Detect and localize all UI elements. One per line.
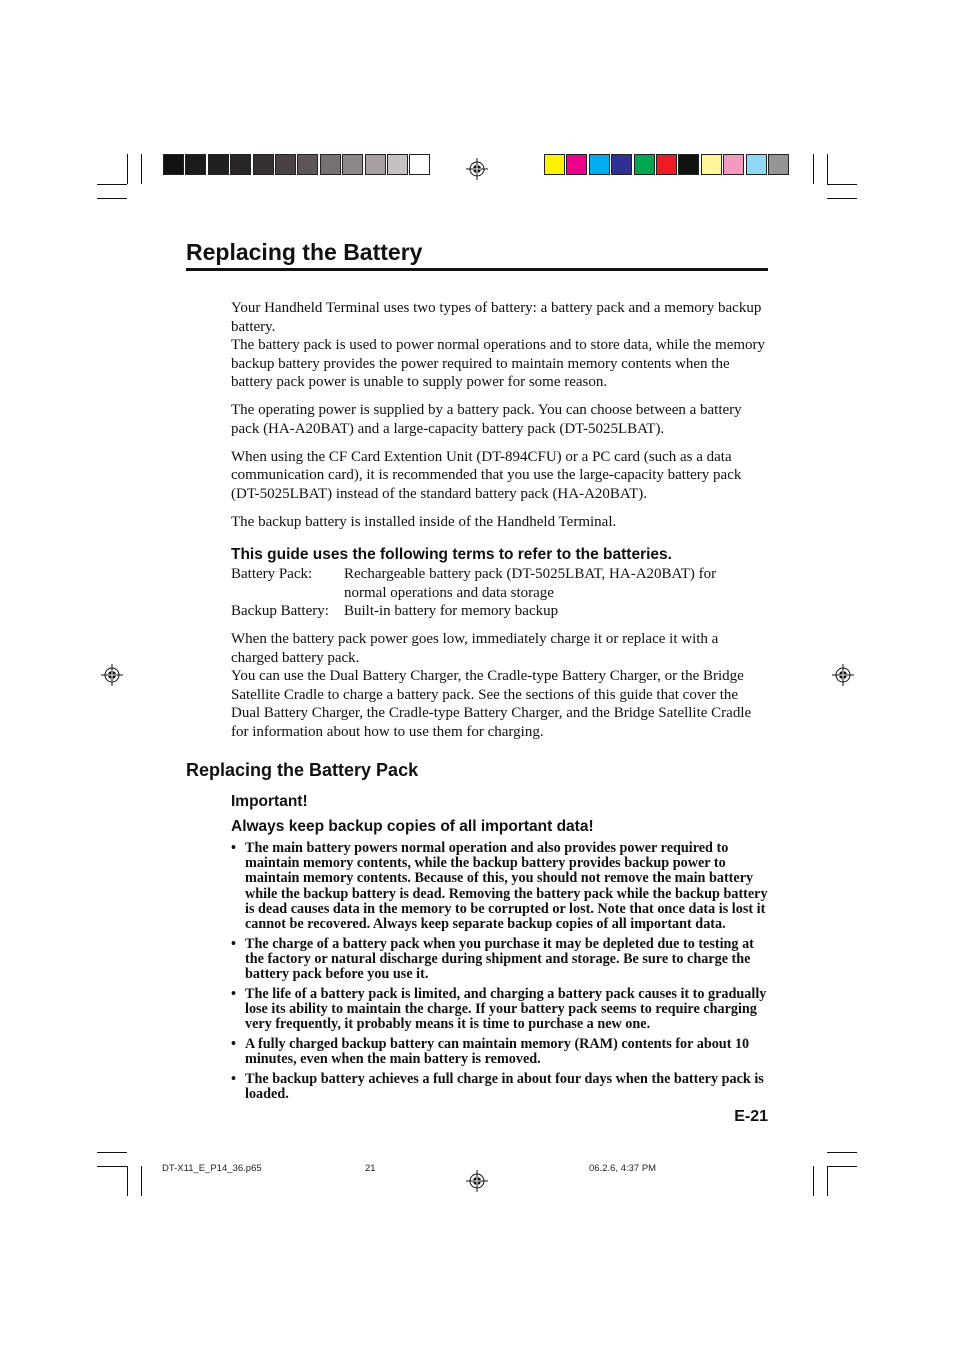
list-item-text: The main battery powers normal operation and also provides power required to maintain memory contents, while the backup battery provides backup power to maintain memory contents. Because of this, you should not remove the main battery while the backup battery is dead. Removing the battery pack while the backup battery is dead causes data in the memory to be corrupted or lost. Note that once data is lost it cannot be recovered. Always keep separate backup copies of all important data. [245,840,768,933]
term-label: Battery Pack: [231,566,313,582]
list-item [231,1072,765,1102]
grayscale-swatch [297,154,318,175]
list-item [231,937,771,983]
color-swatch [544,154,565,175]
grayscale-swatch [275,154,296,175]
term-row [231,602,768,621]
term-definition: Built-in battery for memory backup [344,603,559,619]
important-notes-list [231,841,771,1107]
footer-sheet-number: 21 [365,1163,376,1174]
terms-table [231,565,768,621]
list-item [231,841,771,932]
list-item-text: A fully charged backup battery can maintain memory (RAM) contents for about 10 minutes, even when the main battery is removed. [245,1035,750,1068]
grayscale-swatch [208,154,229,175]
title-underline [186,268,768,271]
list-item-text: The life of a battery pack is limited, and charging a battery pack causes it to gradually lose its ability to maintain the charge. If your battery pack seems to require charging very frequently, it probably means it is time to purchase a new one. [245,985,767,1033]
list-item-text: The backup battery achieves a full charge in about four days when the battery pack is loaded. [245,1070,764,1103]
term-definition: Rechargeable battery pack (DT-5025LBAT, HA-A20BAT) for normal operations and data storage [344,566,717,601]
grayscale-swatch [342,154,363,175]
registration-mark-icon [466,158,488,180]
important-label: Important! [231,793,308,810]
list-item-text: The charge of a battery pack when you purchase it may be depleted due to testing at the factory or natural discharge during shipment and storage. Be sure to charge the battery pack before you use it. [245,935,754,983]
grayscale-swatch [230,154,251,175]
color-swatch [566,154,587,175]
registration-mark-icon [832,664,854,686]
color-swatch [611,154,632,175]
section-title: Replacing the Battery Pack [186,760,419,780]
bullet-icon: • [231,985,236,1002]
color-swatch [634,154,655,175]
term-row [231,565,768,602]
color-swatch [701,154,722,175]
intro-paragraph: The backup battery is installed inside of the Handheld Terminal. [231,513,617,530]
grayscale-swatch [253,154,274,175]
grayscale-swatch [320,154,341,175]
grayscale-swatch [387,154,408,175]
color-swatch [723,154,744,175]
grayscale-swatch [163,154,184,175]
important-heading: Always keep backup copies of all important data! [231,818,594,835]
list-item [231,987,771,1033]
intro-paragraph: The operating power is supplied by a battery pack. You can choose between a battery pack (HA-A20BAT) and a large-capacity battery pack (DT-5025LBAT). [231,402,742,437]
page-title: Replacing the Battery [186,239,423,265]
charging-paragraph: When the battery pack power goes low, immediately charge it or replace it with a charged battery pack. You can use the Dual Battery Charger, the Cradle-type Battery Charger, or the Bridge Satellite Cradle to charge a battery pack. See the sections of this guide that cover the Dual Battery Charger, the Cradle-type Battery Charger, and the Bridge Satellite Cradle for information about how to use them for charging. [231,631,752,740]
terms-heading: This guide uses the following terms to refer to the batteries. [231,546,672,563]
bullet-icon: • [231,1070,236,1087]
color-swatch [768,154,789,175]
color-swatch [678,154,699,175]
bullet-icon: • [231,840,236,856]
intro-paragraph: Your Handheld Terminal uses two types of battery: a battery pack and a memory backup battery. The battery pack is used to power normal operations and to store data, while the memory backup battery provides the power required to maintain memory contents when the battery pack power is unable to supply power for some reason. [231,300,766,390]
list-item [231,1037,771,1067]
grayscale-swatch [185,154,206,175]
footer-file-name: DT-X11_E_P14_36.p65 [162,1163,262,1174]
intro-section [231,299,768,541]
color-swatch [589,154,610,175]
footer-timestamp: 06.2.6, 4:37 PM [589,1163,657,1174]
color-swatch [656,154,677,175]
grayscale-swatch [365,154,386,175]
bullet-icon: • [231,935,236,952]
bullet-icon: • [231,1035,236,1052]
grayscale-swatch [409,154,430,175]
registration-mark-icon [101,664,123,686]
page-number: E-21 [734,1108,768,1125]
color-swatch [746,154,767,175]
term-label: Backup Battery: [231,603,329,619]
intro-paragraph: When using the CF Card Extention Unit (DT-894CFU) or a PC card (such as a data communication card), it is recommended that you use the large-capacity battery pack (DT-5025LBAT) instead of the standard battery pack (HA-A20BAT). [231,448,742,502]
registration-mark-icon [466,1170,488,1192]
